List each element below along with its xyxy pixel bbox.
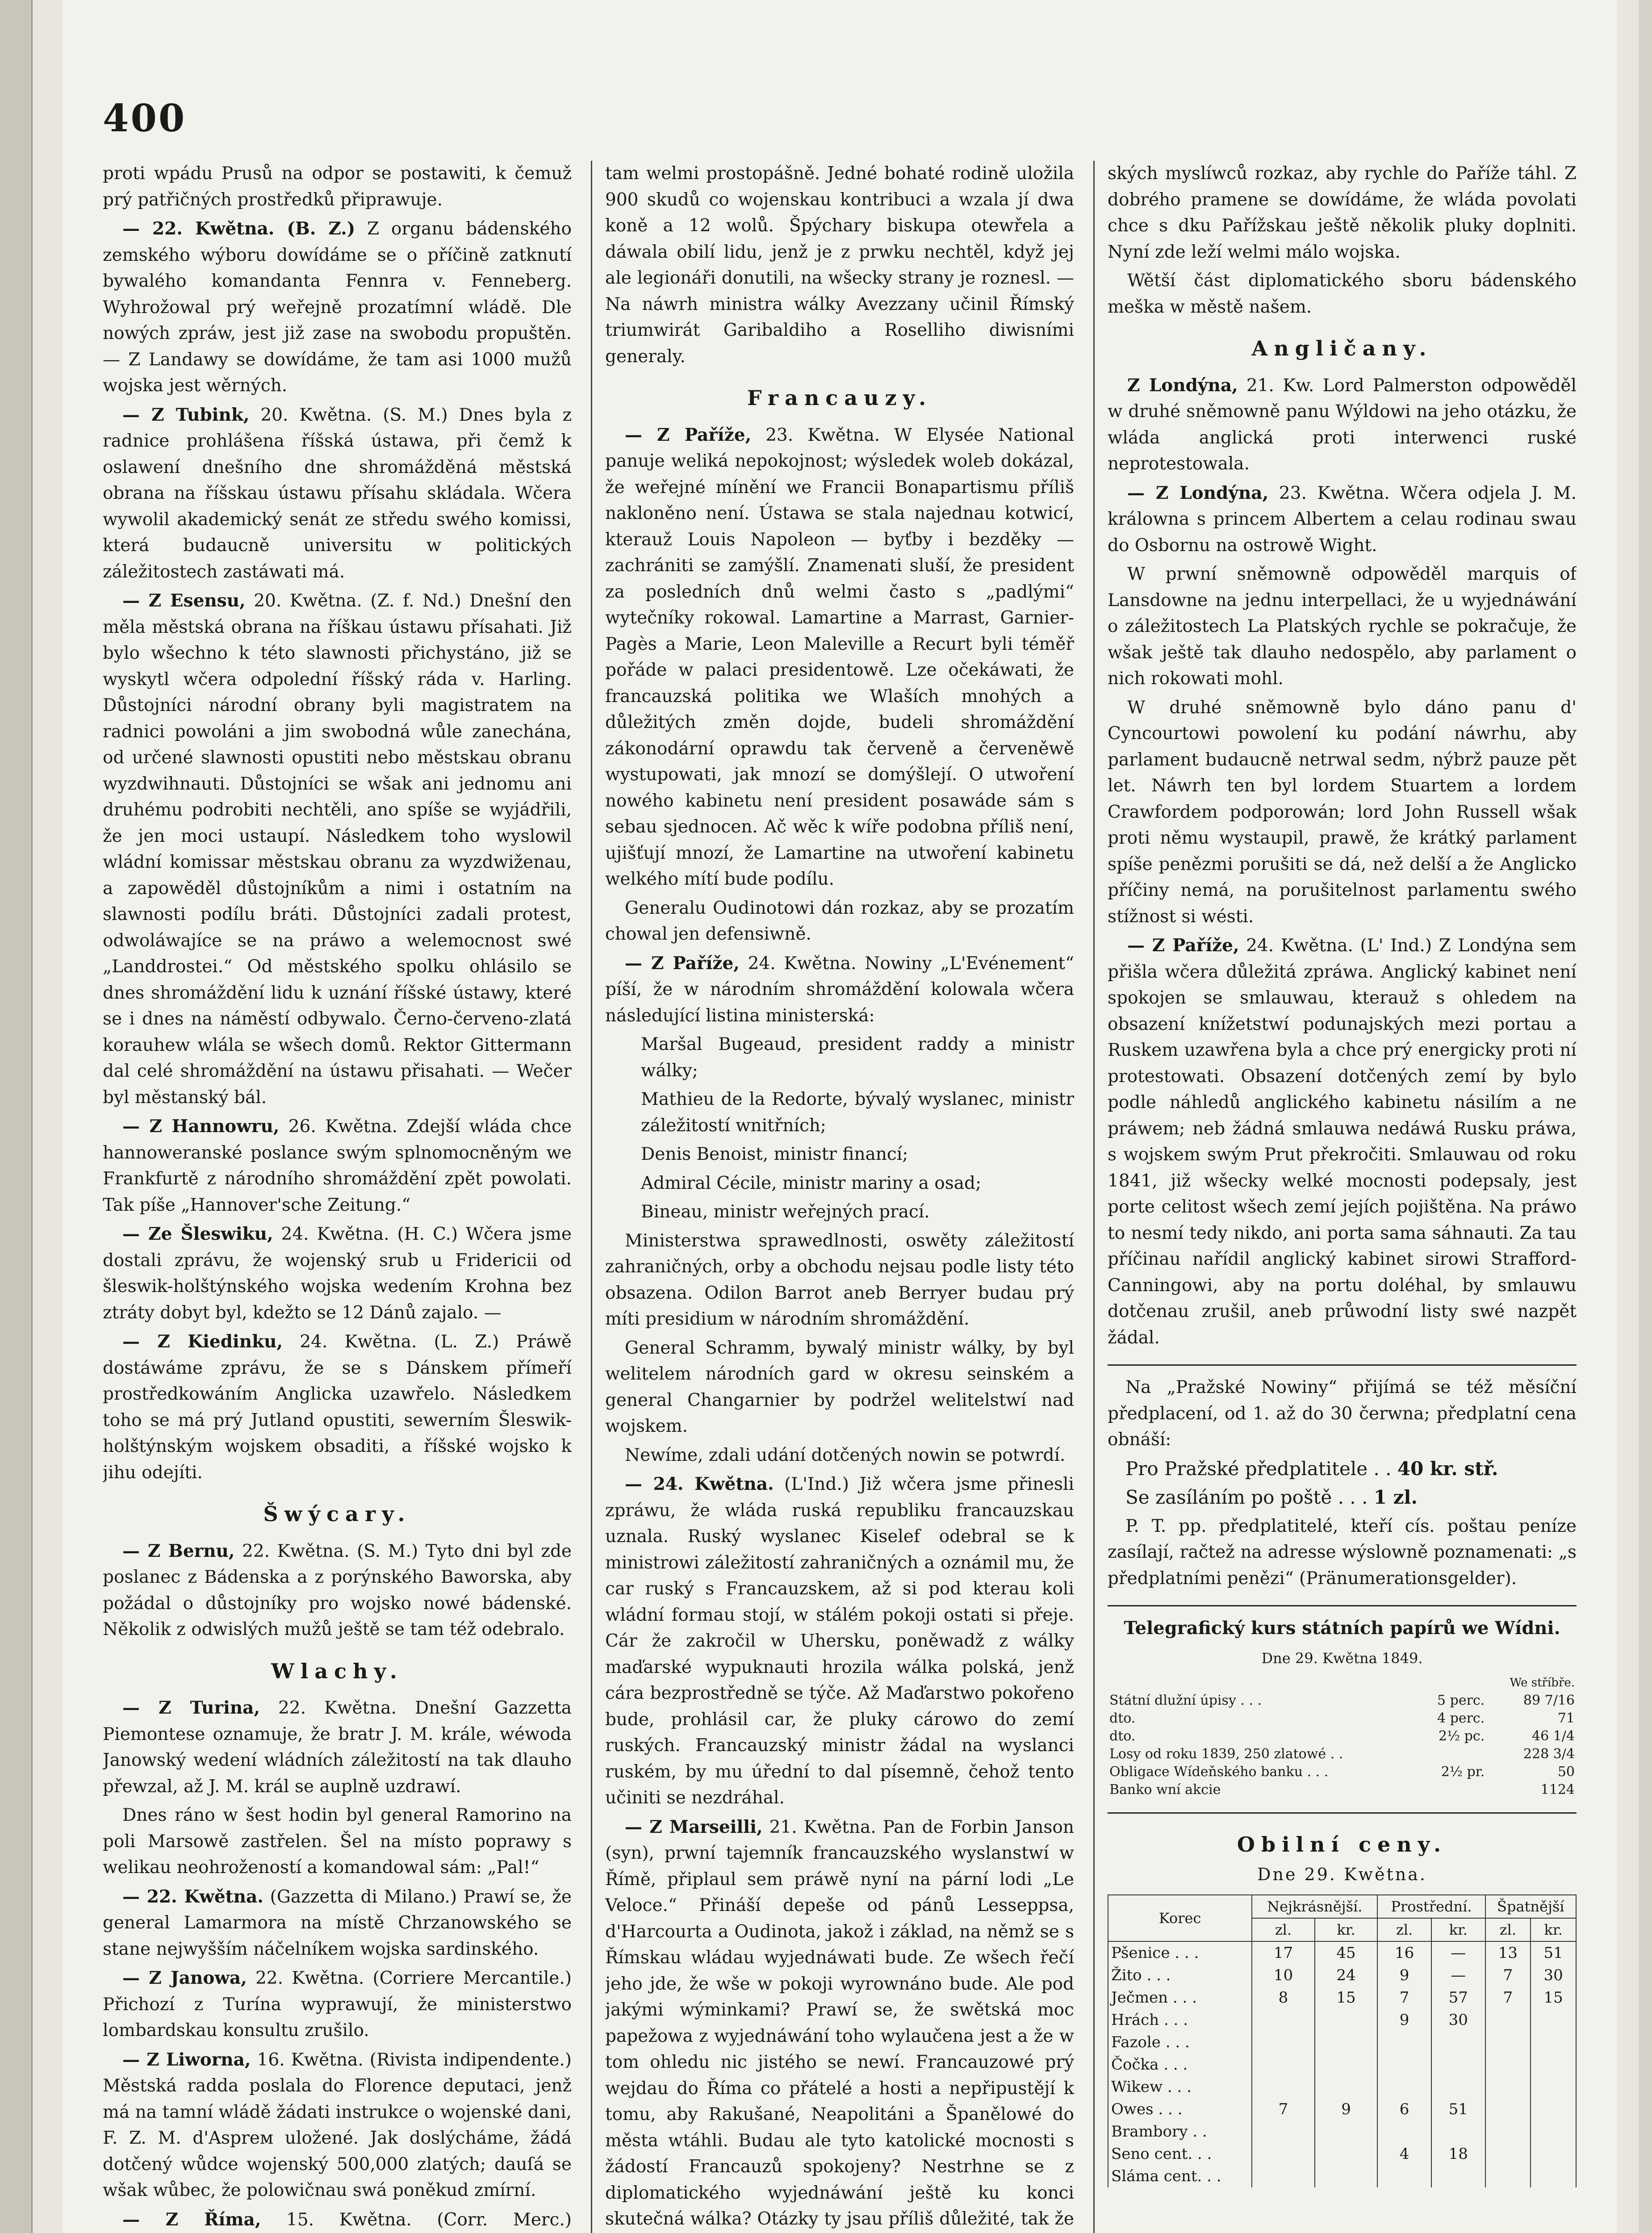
grain-row: [1108, 2098, 1576, 2120]
page-number: 400: [103, 96, 187, 140]
paragraph-text: 26. Kwětna. Zdejší wláda chce hannoweranské poslance swým splnomocněným we Frankfurtě z národního shromáždění zpět powolati. Tak píše „Hannover'sche Zeitung.“: [103, 1116, 572, 1215]
dateline: — Z Esensu,: [122, 590, 246, 611]
grain-price: [1252, 2120, 1315, 2143]
column-rule: [1093, 161, 1095, 2233]
rates-value: 50: [1557, 1764, 1575, 1780]
grain-price: [1315, 2143, 1378, 2165]
paragraph-text: Dnes ráno w šest hodin byl general Ramorino na poli Marsowě zastřelen. Šel na místo poprawy s welikau neohrožeností a komandowal sám: „Pal!“: [103, 1805, 572, 1878]
article-paragraph: [103, 1538, 572, 1643]
grain-row: [1108, 1941, 1576, 1964]
article-paragraph: [1108, 372, 1577, 477]
grain-price: 4: [1377, 2143, 1431, 2165]
paragraph-text: 24. Kwětna. (L' Ind.) Z Londýna sem přišla wčera důležitá zpráwa. Anglický kabinet není spokojen se smlauwau, kterauž s ohledem na obsazení knížetstwí podunajských mezi portau a Ruskem uzawřena byla a chce prý energicky proti ní protestowati. Obsazení dotčených zemí by bylo podle náhledů anglického kabinetu násilím a ne práwem; neb žádná smlauwa nedáwá Rusku práwa, s wojskem swým Prut překročiti. Smlauwau od roku 1841, již wšecky welké mocnosti podepsaly, jest porte celitost wšech zemí jejích pojištěna. Na práwo to nesmí tedy nikdo, ani porta sama sáhnauti. Za tau příčinau nařídil anglický kabinet sirowi Strafford-Canningowi, aby na portu doléhal, by smlauwu dotčenau zrušil, aneb průwodní listy swé nazpět žádal.: [1108, 936, 1577, 1348]
article-paragraph: [103, 402, 572, 585]
rates-rate: 2½ pc.: [1439, 1728, 1485, 1744]
col-subheader: kr.: [1315, 1918, 1378, 1941]
column-2-articles: [605, 161, 1074, 370]
grain-price: 13: [1485, 1941, 1531, 1964]
grain-prices: [1108, 1832, 1577, 2187]
article-paragraph: [605, 1814, 1074, 2233]
price-label: Se zasíláním po poště . . .: [1125, 1486, 1368, 1508]
newspaper-page: [63, 0, 1617, 2233]
column-1: [103, 161, 572, 2233]
col-subheader: zl.: [1485, 1918, 1531, 1941]
scan-edge-right: [1639, 0, 1652, 2233]
notice-price-post: [1108, 1484, 1577, 1511]
rates-value: 46 1/4: [1532, 1728, 1575, 1744]
grain-price: [1377, 2031, 1431, 2053]
grain-price: 10: [1252, 1964, 1315, 1986]
article-paragraph: [103, 1965, 572, 2044]
rates-label: dto.: [1109, 1728, 1136, 1744]
grain-price: [1531, 2031, 1576, 2053]
grain-price: [1531, 2009, 1576, 2031]
article-paragraph: [1108, 268, 1577, 320]
dateline: — Z Kiedinku,: [122, 1331, 283, 1352]
paragraph-text: 24. Kwětna. Nowiny „L'Evénement“ píší, že w národním shromáždění kolowala wčera následující listina ministerská:: [605, 953, 1074, 1026]
dateline: — Z Turina,: [122, 1698, 260, 1718]
paragraph-text: (L'Ind.) Již wčera jsme přinesli zpráwu, že wláda ruská republiku francauzskau uznala. Ruský wyslanec Kiselef odebral se k ministrowi záležitostí zahraničných a oznámil mu, že car ruský s Francauzskem, až si pod kterau koli wládní formau stojí, w stálém pokoji ostati si přeje. Cár že zakročil w Uhersku, poněwadž z wálky maďarské wypuknauti hrozila wálka polská, jenž cára bezprostředně se týče. Až Maďarstwo pokořeno bude, prohlásil car, že pluky cárowo do zemí ruských. Francauzský ministr žádal na wyslanci ruském, by mu úřední to dal písemně, čehož tento učiniti se nezdráhal.: [605, 1474, 1074, 1808]
column-rule: [591, 161, 592, 2233]
grain-price: 57: [1431, 1986, 1485, 2009]
grain-prices-date: Dne 29. Kwětna.: [1257, 1864, 1427, 1884]
paragraph-text: 24. Kwětna. (L. Z.) Práwě dostáwáme zprávu, že se s Dánskem přímeří prostředkowáním Anglicka uzawřelo. Následkem toho se má prý Jutland opustiti, sewerním Šleswik-holštýnským wojskem obsaditi, a říšské wojsko k jihu odejíti.: [103, 1332, 572, 1483]
switzerland-articles: [103, 1538, 572, 1643]
paragraph-text: 16. Kwětna. (Rivista indipendente.) Městská radda poslala do Florence deputaci, jenž má na tamní wládě žádati instrukce o wojenské dani, F. Z. M. d'Aspreм uložené. Jak doslýcháme, žádá dotčený wůdce wojenský 500,000 zlatých; dauſá se wšak wůbec, že polowičnau swá poněkud zmírní.: [103, 2049, 572, 2200]
grain-row: [1108, 2143, 1576, 2165]
rates-rate: 4 perc.: [1437, 1710, 1485, 1726]
dateline: — Z Říma,: [122, 2209, 261, 2230]
col-header-worse: Špatnější: [1485, 1895, 1576, 1918]
grain-price: [1252, 2053, 1315, 2076]
grain-item: Brambory . .: [1108, 2120, 1252, 2143]
grain-price: [1252, 2009, 1315, 2031]
grain-item: Fazole . . .: [1108, 2031, 1252, 2053]
rates-value: 71: [1557, 1710, 1575, 1726]
paragraph-text: Bineau, ministr weřejných prací.: [641, 1202, 930, 1222]
stock-exchange-rates: [1108, 1615, 1577, 1799]
grain-price: 6: [1377, 2098, 1431, 2120]
grain-price: 16: [1377, 1941, 1431, 1964]
grain-price: [1485, 2076, 1531, 2098]
article-paragraph: [103, 588, 572, 1111]
grain-price: 7: [1377, 1986, 1431, 2009]
rates-rate: 5 perc.: [1437, 1693, 1485, 1708]
rates-table: [1108, 1674, 1577, 1799]
grain-item: Hrách . . .: [1108, 2009, 1252, 2031]
grain-row: [1108, 2053, 1576, 2076]
paragraph-text: General Schramm, bywalý ministr wálky, by byl welitelem národních gard w okresu seinském a general Changarnier by podržel welitelstwí nad wojskem.: [605, 1338, 1074, 1436]
rates-row: [1108, 1692, 1577, 1710]
column-2: [605, 161, 1074, 2233]
dateline: — Z Hannowru,: [122, 1116, 280, 1137]
grain-price: [1315, 2120, 1378, 2143]
grain-price: [1252, 2143, 1315, 2165]
dateline: — Z Bernu,: [122, 1540, 235, 1561]
paragraph-text: Z organu bádenského zemského wýboru dowídáme se o příčině zatknutí bywalého komandanta Fennra v. Fenneberg. Wyhrožowal prý weřejně prozatímní wládě. Dle nowých zpráw, jest již zase na swobodu propuštěn. — Z Landawy se dowídáme, že tam asi 1000 mužů wojska jest wěrných.: [103, 219, 572, 396]
rates-date: Dne 29. Kwětna 1849.: [1261, 1649, 1423, 1667]
rates-rate: 2½ pr.: [1441, 1764, 1485, 1780]
article-paragraph: [103, 216, 572, 399]
dateline: — Z Paříže,: [625, 424, 752, 445]
grain-price: [1485, 2143, 1531, 2165]
grain-price: 17: [1252, 1941, 1315, 1964]
section-heading-france: Francauzy.: [747, 386, 933, 410]
grain-price: 7: [1485, 1964, 1531, 1986]
col-subheader: kr.: [1431, 1918, 1485, 1941]
paragraph-text: 21. Kw. Lord Palmerston odpowěděl w druhé sněmowně panu Wýldowi na jeho otázku, že wláda anglická proti interwenci ruské neprotestowala.: [1108, 375, 1577, 474]
divider: [1108, 1605, 1577, 1606]
grain-price: [1531, 2076, 1576, 2098]
rates-row: [1108, 1727, 1577, 1745]
paragraph-text: Generalu Oudinotowi dán rozkaz, aby se prozatím chowal jen defensiwně.: [605, 898, 1074, 944]
section-heading-switzerland: Šwýcary.: [263, 1502, 411, 1526]
article-paragraph: [605, 1142, 1074, 1168]
rates-currency-row: [1108, 1674, 1577, 1692]
grain-price: [1531, 2053, 1576, 2076]
article-paragraph: [605, 161, 1074, 370]
grain-item: Wikew . . .: [1108, 2076, 1252, 2098]
article-paragraph: [605, 1171, 1074, 1197]
paragraph-text: 23. Kwětna. Wčera odjela J. M. králowna s princem Albertem a celau rodinau swau do Osbornu na ostrowě Wight.: [1108, 483, 1577, 556]
grain-price: 30: [1531, 1964, 1576, 1986]
article-paragraph: [103, 1884, 572, 1963]
rates-row: [1108, 1745, 1577, 1763]
article-paragraph: [103, 1802, 572, 1881]
paragraph-text: 22. Kwětna. (Corriere Mercantile.) Přichozí z Turína wyprawují, že ministerstwo lombardskau konsultu zrušilo.: [103, 1968, 572, 2041]
grain-price: [1252, 2165, 1315, 2187]
france-articles: [605, 422, 1074, 2233]
paragraph-text: 22. Kwětna. Dnešní Gazzetta Piemontese oznamuje, že bratr J. M. krále, wéwoda Janowský wedení wládních záležitostí na tak dlauho přewzal, až J. M. král se auplně uzdrawí.: [103, 1698, 572, 1797]
price-value: 40 kr. stř.: [1397, 1457, 1498, 1480]
rates-row: [1108, 1781, 1577, 1799]
dateline: — Z Liworna,: [122, 2049, 251, 2070]
article-paragraph: [605, 1335, 1074, 1440]
col-header-item: Korec: [1108, 1895, 1252, 1941]
column-3: [1108, 161, 1577, 2233]
subscription-notice: [1108, 1375, 1577, 1592]
england-articles: [1108, 372, 1577, 1351]
grain-price: 9: [1377, 1964, 1431, 1986]
scan-edge-left: [0, 0, 33, 2233]
rates-rate: [1419, 1745, 1486, 1763]
grain-price: [1431, 2120, 1485, 2143]
grain-price: [1431, 2031, 1485, 2053]
dateline: — Ze Šleswiku,: [122, 1224, 273, 1244]
grain-row: [1108, 1964, 1576, 1986]
dateline: Z Londýna,: [1127, 375, 1238, 396]
paragraph-text: Admiral Cécile, ministr mariny a osad;: [641, 1173, 982, 1193]
article-paragraph: [1108, 480, 1577, 559]
section-heading-england: Angličany.: [1251, 336, 1433, 360]
grain-row: [1108, 2076, 1576, 2098]
article-paragraph: [605, 950, 1074, 1029]
grain-row: [1108, 2120, 1576, 2143]
grain-prices-title: Obilní ceny.: [1237, 1832, 1447, 1857]
dateline: — Z Marseilli,: [625, 1816, 763, 1837]
notice-price-prague: [1108, 1456, 1577, 1482]
grain-price: [1252, 2031, 1315, 2053]
dateline: — Z Paříže,: [1127, 935, 1239, 956]
grain-price: —: [1431, 1941, 1485, 1964]
grain-row: [1108, 2031, 1576, 2053]
grain-price: [1485, 2031, 1531, 2053]
grain-price: 24: [1315, 1964, 1378, 1986]
grain-price: [1485, 2098, 1531, 2120]
col-header-middle: Prostřední.: [1377, 1895, 1485, 1918]
article-paragraph: [103, 161, 572, 213]
grain-price: [1315, 2076, 1378, 2098]
section-heading-italy: Wlachy.: [271, 1659, 403, 1683]
grain-price: [1315, 2031, 1378, 2053]
paragraph-text: 24. Kwětna. (H. C.) Wčera jsme dostali zprávu, že wojenský srub u Fridericii od šleswik-holštýnského wojska wedením Krohna bez ztráty dobyt byl, kdežto se 12 Dánů zajalo. —: [103, 1224, 572, 1323]
rates-row: [1108, 1710, 1577, 1727]
col-header-best: Nejkrásnější.: [1252, 1895, 1377, 1918]
grain-price: [1252, 2076, 1315, 2098]
grain-price: —: [1431, 1964, 1485, 1986]
article-paragraph: [103, 1695, 572, 1800]
grain-item: Seno cent. . .: [1108, 2143, 1252, 2165]
article-paragraph: [605, 1032, 1074, 1084]
grain-price: 51: [1431, 2098, 1485, 2120]
article-paragraph: [103, 1221, 572, 1326]
paragraph-text: 15. Kwětna. (Corr. Merc.): [286, 2209, 572, 2230]
rates-value: 228 3/4: [1523, 1746, 1575, 1762]
rates-row: [1108, 1763, 1577, 1781]
paragraph-text: 20. Kwětna. (Z. f. Nd.) Dnešní den měla městská obrana na říškau ústawu přísahati. Již bylo wšechno k této slawnosti přichystáno, již se wyskytl wčera odpolední říšský ráda v. Harling. Důstojníci národní obrany byli magistratem na radnici powoláni a jim swobodná wůle zanechána, od určené slawnosti opustiti nebo městskau obranu wyzdwihnauti. Důstojníci se wšak ani jednomu ani druhému podrobiti nechtěli, ano spíše se wyjádřili, že jen moci ustaupí. Následkem toho wyslowil wládní komissar městskau obranu za wyzdwiženau, a zapowěděl důstojníkům a nimi i ostatním na slawnosti podílu bráti. Důstojníci zadali protest, odwoláwajíce se na práwo a welemocnost swé „Landdrostei.“ Od městského spolku ohlásilo se dnes shromáždění lidu k uznání říšské ústawy, které se i dnes na náměstí odbywalo. Černo-červeno-zlatá korauhew wlála se wšech domů. Rektor Gittermann dal celé shromáždění na ústawu přisahati. — Wečer byl městanský bál.: [103, 591, 572, 1108]
article-paragraph: [1108, 695, 1577, 930]
dateline: — 22. Kwětna.: [122, 1886, 263, 1907]
paragraph-text: proti wpádu Prusů na odpor se postawiti, k čemuž prý patřičných prostředků připrawuje.: [103, 163, 572, 210]
grain-price: 15: [1315, 1986, 1378, 2009]
article-paragraph: [605, 1228, 1074, 1333]
dateline: — Z Paříže,: [625, 953, 740, 974]
grain-price: [1485, 2165, 1531, 2187]
col-subheader: zl.: [1377, 1918, 1431, 1941]
article-paragraph: [1108, 161, 1577, 265]
rates-label: Losy od roku 1839, 250 zlatowé . .: [1109, 1746, 1343, 1762]
grain-price: [1485, 2009, 1531, 2031]
article-paragraph: [605, 1199, 1074, 1225]
rates-label: dto.: [1109, 1710, 1136, 1726]
rates-label: Státní dlužní úpisy . . .: [1109, 1693, 1262, 1708]
grain-price: [1431, 2076, 1485, 2098]
rates-currency: We stříbře.: [1510, 1676, 1575, 1689]
paragraph-text: tam welmi prostopášně. Jedné bohaté rodině uložila 900 skudů co wojenskau kontribuci a wzala jí dwa koně a 12 wolů. Špýchary biskupa otewřela a dáwala obilí lidu, jenž je z prwku nechtěl, když jej ale legionáři donutili, na wšecky strany je roznesl. — Na náwrh ministra wálky Avezzany učinil Římský triumwirát Garibaldiho a Roselliho diwisními generaly.: [605, 163, 1074, 367]
paragraph-text: ských myslíwců rozkaz, aby rychle do Paříže táhl. Z dobrého pramene se dowídáme, že wláda povolati chce s dku Pařížskau ještě několik pluky doplniti. Nyní zde leží welmi málo wojska.: [1108, 163, 1577, 262]
price-label: Pro Pražské předplatitele . .: [1125, 1457, 1392, 1480]
grain-price: [1377, 2076, 1431, 2098]
paragraph-text: Newíme, zdali udání dotčených nowin se potwrdí.: [625, 1445, 1066, 1465]
grain-price: [1531, 2120, 1576, 2143]
paragraph-text: W druhé sněmowně bylo dáno panu d' Cyncourtowi powolení ku podání náwrhu, aby parlament budaucně netrwal sedm, nýbrž pauze pět let. Náwrh ten byl lordem Stuartem a lordem Crawfordem podporowán; lord John Russell wšak proti němu wystaupil, prawě, že krátký parlament spíše penězmi porušiti se dá, než delší a že Anglicko příčiny nemá, na porušitelnost parlamentu swého stížnost si wésti.: [1108, 697, 1577, 927]
grain-price: [1377, 2165, 1431, 2187]
column-1-articles: [103, 161, 572, 1486]
rates-value: 1124: [1540, 1782, 1575, 1798]
article-paragraph: [103, 2207, 572, 2233]
grain-price: 15: [1531, 1986, 1576, 2009]
grain-item: Sláma cent. . .: [1108, 2165, 1252, 2187]
grain-price: 9: [1315, 2098, 1378, 2120]
dateline: — 24. Kwětna.: [625, 1474, 774, 1494]
article-paragraph: [103, 1113, 572, 1218]
article-paragraph: [605, 1087, 1074, 1139]
grain-item: Žito . . .: [1108, 1964, 1252, 1986]
grain-price: 45: [1315, 1941, 1378, 1964]
paragraph-text: (Gazzetta di Milano.) Prawí se, že general Lamarmora na místě Chrzanowského se stane nejwyšším náčelníkem wojska sardinského.: [103, 1886, 572, 1959]
rates-label: Banko wní akcie: [1109, 1782, 1221, 1798]
italy-articles: [103, 1695, 572, 2233]
rates-value: 89 7/16: [1523, 1693, 1575, 1708]
grain-price: [1315, 2009, 1378, 2031]
grain-price: 8: [1252, 1986, 1315, 2009]
grain-price: [1485, 2120, 1531, 2143]
grain-row: [1108, 1986, 1576, 2009]
paragraph-text: Wětší část diplomatického sboru bádenského meška w městě našem.: [1108, 271, 1577, 317]
dateline: — Z Tubink,: [122, 404, 250, 425]
grain-item: Ječmen . . .: [1108, 1986, 1252, 2009]
dateline: — Z Londýna,: [1127, 482, 1269, 503]
article-paragraph: [103, 2047, 572, 2204]
article-paragraph: [605, 422, 1074, 893]
dateline: — Z Janowa,: [122, 1968, 247, 1988]
article-paragraph: [103, 1329, 572, 1486]
dateline: — 22. Kwětna. (B. Z.): [122, 218, 355, 239]
grain-price: 9: [1377, 2009, 1431, 2031]
grain-price: [1431, 2053, 1485, 2076]
grain-price: 30: [1431, 2009, 1485, 2031]
grain-prices-table: [1108, 1894, 1577, 2187]
col-subheader: kr.: [1531, 1918, 1576, 1941]
divider: [1108, 1812, 1577, 1814]
grain-price: 51: [1531, 1941, 1576, 1964]
grain-item: Owes . . .: [1108, 2098, 1252, 2120]
grain-price: 18: [1431, 2143, 1485, 2165]
paragraph-text: Mathieu de la Redorte, bývalý wyslanec, ministr záležitostí wnitřních;: [641, 1089, 1074, 1136]
grain-price: [1485, 2053, 1531, 2076]
grain-price: [1531, 2165, 1576, 2187]
grain-item: Pšenice . . .: [1108, 1941, 1252, 1964]
grain-price: [1531, 2143, 1576, 2165]
col-subheader: zl.: [1252, 1918, 1315, 1941]
paragraph-text: Denis Benoist, ministr financí;: [641, 1144, 908, 1164]
paragraph-text: W prwní sněmowně odpowěděl marquis of Lansdowne na jednu interpellaci, že u wyjednáwání o záležitostech La Platských rychle se pokračuje, že wšak ještě tak dlauho nedospělo, aby parlament o nich rokowati mohl.: [1108, 564, 1577, 689]
price-value: 1 zl.: [1373, 1486, 1418, 1508]
grain-price: [1531, 2098, 1576, 2120]
article-paragraph: [605, 895, 1074, 948]
article-paragraph: [1108, 561, 1577, 692]
grain-price: [1315, 2165, 1378, 2187]
grain-price: [1377, 2053, 1431, 2076]
paragraph-text: Ministerstwa sprawedlnosti, oswěty záležitostí zahraničných, orby a obchodu nejsau podle listy této obsazena. Odilon Barrot aneb Berryer budau prý míti presidium w národním shromáždění.: [605, 1230, 1074, 1329]
column-3-articles: [1108, 161, 1577, 320]
grain-price: [1315, 2053, 1378, 2076]
rates-rate: [1419, 1781, 1486, 1799]
paragraph-text: 21. Kwětna. Pan de Forbin Janson (syn), prwní tajemník francauzského wyslanstwí w Římě, připlaul sem práwě nyní na pární lodi „Le Veloce.“ Přináší depeše od pánů Lesseppsa, d'Harcourta a Oudinota, jakož i základ, na němž se s Římskau wládau wyjednáwati bude. Ze wšech řečí jeho jde, že wše w pokoji wyrownáno bude. Ale pod jakými wýminkami? Prawí se, že swětská moc papežowa z wyjednáwání toho wylaučena jest a že w tom ohledu nic jistého se newí. Francauzowé prý wejdau do Říma co přátelé a hosti a nepřipustějí k tomu, aby Rakušané, Neapolitáni a Španělowé do města wtáhli. Budau ale tyto katolické mocnosti s žádostí Francauzů spokojeny? Nestrhne se z diplomatického wyjednáwání ještě ku konci skutečná wálka? Otázky ty jsau příliš důležité, tak že: [605, 1817, 1074, 2229]
grain-row: [1108, 2009, 1576, 2031]
rates-title: Telegrafický kurs státních papírů we Wídni.: [1124, 1618, 1560, 1639]
paragraph-text: 20. Kwětna. (S. M.) Dnes byla z radnice prohlášena říšská ústawa, při čemž k oslawení dnešního dne shromážděná městská obrana na říšskau ústawu přísahu skládala. Wčera wywolil akademický senát ze středu swého komissi, která budaucně universitu w politických záležitostech zastáwati má.: [103, 405, 572, 582]
paragraph-text: Maršal Bugeaud, president raddy a ministr wálky;: [641, 1034, 1074, 1081]
divider: [1108, 1364, 1577, 1366]
paragraph-text: 23. Kwětna. W Elysée National panuje weliká nepokojnost; wýsledek woleb dokázal, že weřejné mínění we Francii Bonapartismu příliš nakloněno není. Ústawa se stala najednau kotwicí, kterauž Louis Napoleon — byťby i bezděky — zachrániti se zamýšlí. Znamenati sluší, že president za posledních dnů welmi často s „padlými“ wytečníky rokowal. Lamartine a Marrast, Garnier-Pagès a Marie, Leon Malevillе a Recurt byli téměř pořáde w palaci presidentowě. Lze očekáwati, že francauzská politika we Wlaších mnohých a důležitých změn dojde, budeli shromáždění zákonodární oprawdu tak červeně a červeněwě wystupowati, jak mnozí se domýšlejí. O utwoření nowého kabinetu není president posawáde sám s sebau sjednocen. Ač wěc k wíře podobna příliš není, ujišťují mnozí, že Lamartine na utwoření kabinetu welkého mítí bude podílu.: [605, 425, 1074, 889]
grain-price: 7: [1485, 1986, 1531, 2009]
grain-row: [1108, 2165, 1576, 2187]
article-paragraph: [605, 1443, 1074, 1469]
notice-text: Na „Pražské Nowiny“ přijímá se též měsíční předplacení, od 1. až do 30 čerwna; předplatní cena obnáší:: [1108, 1377, 1577, 1450]
rates-label: Obligace Wídeňského banku . . .: [1109, 1764, 1329, 1780]
article-paragraph: [605, 1471, 1074, 1811]
paragraph-text: 22. Kwětna. (S. M.) Tyto dni byl zde poslanec z Bádenska a z porýnského Baworska, aby požádal o důstojníky pro wojsko nowé bádenské. Několik z odwislých mužů ještě se tam též odebralo.: [103, 1541, 572, 1639]
grain-item: Čočka . . .: [1108, 2053, 1252, 2076]
grain-price: 7: [1252, 2098, 1315, 2120]
grain-price: [1431, 2165, 1485, 2187]
notice-text: P. T. pp. předplatitelé, kteří cís. poštau peníze zasílají, račtež na adresse wýslowně poznamenati: „s předplatními penězi“ (Pränumerationsgelder).: [1108, 1516, 1577, 1589]
grain-price: [1377, 2120, 1431, 2143]
article-paragraph: [1108, 933, 1577, 1351]
